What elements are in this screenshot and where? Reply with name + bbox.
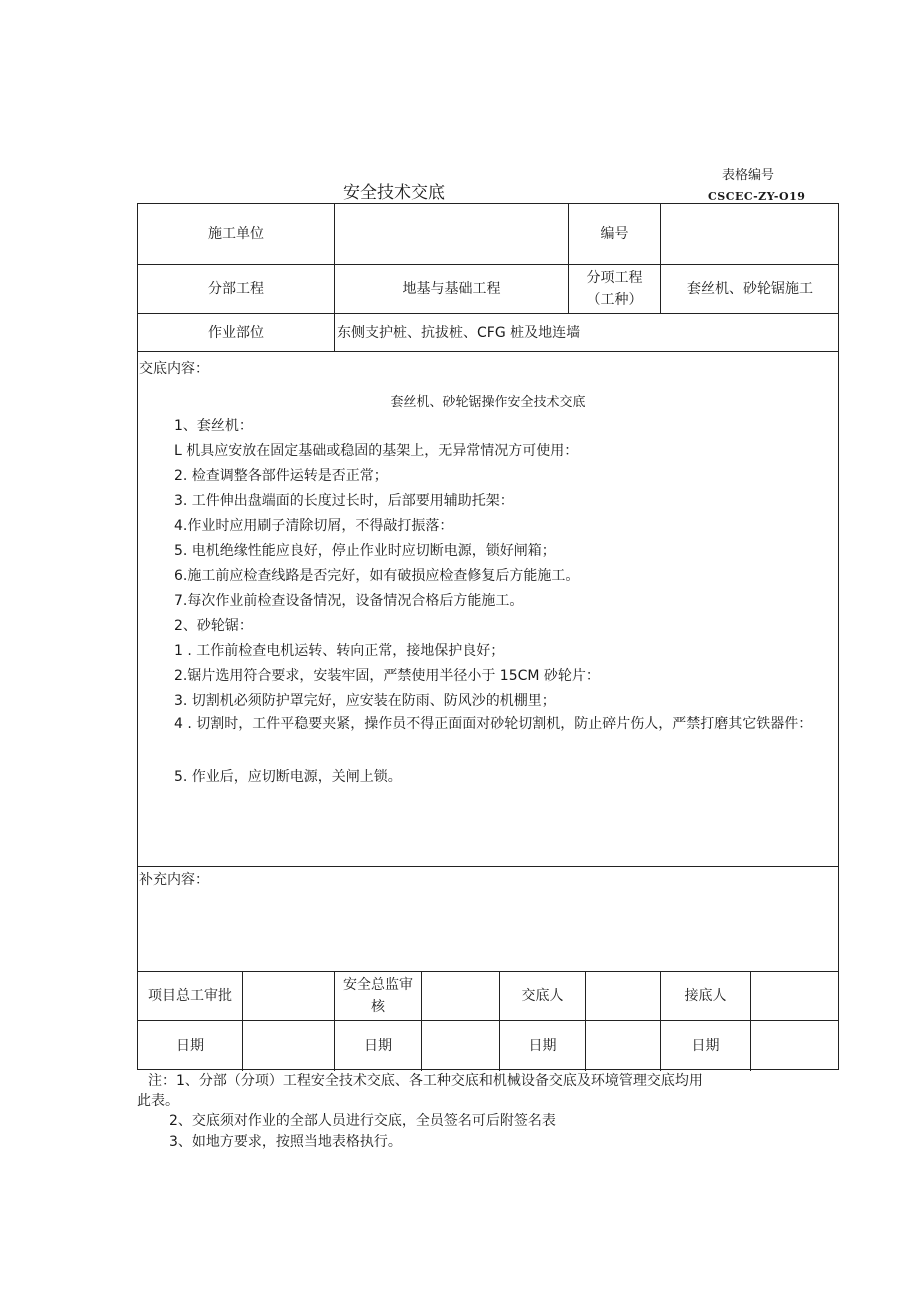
content-line-wrapped: 4 . 切割时，工件平稳要夹紧，操作员不得正面面对砂轮切割机，防止碎片伤人，严禁打磨其它铁器件： xyxy=(174,716,813,732)
form-code: CSCEC-ZY-O19 xyxy=(708,190,806,203)
note-line-1: 注：1、分部（分项）工程安全技术交底、各工种交底和机械设备交底及环境管理交底均用 xyxy=(148,1073,703,1089)
subdivision-value: 套丝机、砂轮锯施工 xyxy=(687,281,813,297)
content-line: 3. 工件伸出盘端面的长度过长时，后部要用辅助托架： xyxy=(174,493,514,509)
form-code-label: 表格编号 xyxy=(722,168,775,183)
content-subtitle: 套丝机、砂轮锯操作安全技术交底 xyxy=(390,395,586,410)
note-line-1-cont: 此表。 xyxy=(137,1093,179,1109)
content-line: 7.每次作业前检查设备情况，设备情况合格后方能施工。 xyxy=(174,593,524,609)
row-divider xyxy=(138,866,838,867)
location-label: 作业部位 xyxy=(208,324,264,341)
number-label: 编号 xyxy=(600,226,629,242)
manager-approval-label: 项目总工审批 xyxy=(148,988,232,1004)
receiver-signature-field[interactable] xyxy=(751,972,839,1020)
safety-date-field[interactable] xyxy=(422,1021,499,1071)
note-line-3: 3、如地方要求，按照当地表格执行。 xyxy=(169,1134,402,1150)
date-label: 日期 xyxy=(528,1038,557,1054)
subdivision-label xyxy=(569,265,660,313)
number-value xyxy=(661,204,839,264)
safety-signature-field[interactable] xyxy=(422,972,499,1020)
content-line: 6.施工前应检查线路是否完好，如有破损应检查修复后方能施工。 xyxy=(174,568,580,584)
manager-date-field[interactable] xyxy=(243,1021,334,1071)
content-line: 2、砂轮锯： xyxy=(174,618,253,634)
content-line: 5. 电机绝缘性能应良好，停止作业时应切断电源，锁好闸箱； xyxy=(174,543,556,559)
location-value: 东侧支护桩、抗拔桩、CFG 桩及地连墙 xyxy=(337,324,581,341)
safety-review-label-line2: 核 xyxy=(371,999,385,1015)
subdivision-label-line1: 分项工程 xyxy=(586,270,643,286)
safety-review-label-line1: 安全总监审 xyxy=(343,977,413,993)
manager-signature-field[interactable] xyxy=(243,972,334,1020)
discloser-label: 交底人 xyxy=(521,988,564,1004)
row-divider xyxy=(138,351,838,352)
date-label: 日期 xyxy=(364,1038,392,1054)
discloser-signature-field[interactable] xyxy=(586,972,660,1020)
receiver-label: 接底人 xyxy=(684,988,727,1004)
disclosure-form-table xyxy=(137,203,839,1070)
content-line: 3. 切割机必须防护罩完好，应安装在防雨、防风沙的机棚里； xyxy=(174,693,556,709)
content-line: 1 . 工作前检查电机运转、转向正常，接地保护良好； xyxy=(174,643,505,659)
discloser-date-field[interactable] xyxy=(586,1021,660,1071)
content-line: 2. 检查调整各部件运转是否正常； xyxy=(174,468,388,484)
content-line: 1、套丝机： xyxy=(174,418,253,434)
safety-review-label xyxy=(335,972,421,1020)
note-line-2: 2、交底须对作业的全部人员进行交底，全员签名可后附签名表 xyxy=(169,1113,556,1129)
content-label: 交底内容： xyxy=(139,361,209,377)
unit-label: 施工单位 xyxy=(208,226,264,242)
subdivision-label-line2: （工种） xyxy=(586,292,643,308)
page-title: 安全技术交底 xyxy=(343,183,445,203)
division-label: 分部工程 xyxy=(208,281,264,297)
receiver-date-field[interactable] xyxy=(751,1021,839,1071)
date-label: 日期 xyxy=(176,1038,204,1054)
content-line: 2.锯片选用符合要求，安装牢固，严禁使用半径小于 15CM 砂轮片： xyxy=(174,668,600,684)
content-line: L 机具应安放在固定基础或稳固的基架上，无异常情况方可使用： xyxy=(174,443,579,459)
division-value: 地基与基础工程 xyxy=(402,281,501,297)
unit-value xyxy=(335,204,568,264)
supplement-label: 补充内容： xyxy=(139,872,209,888)
content-line: 5. 作业后，应切断电源，关闸上锁。 xyxy=(174,769,402,785)
content-line: 4.作业时应用刷子清除切屑，不得敲打振落： xyxy=(174,518,454,534)
date-label: 日期 xyxy=(691,1038,720,1054)
